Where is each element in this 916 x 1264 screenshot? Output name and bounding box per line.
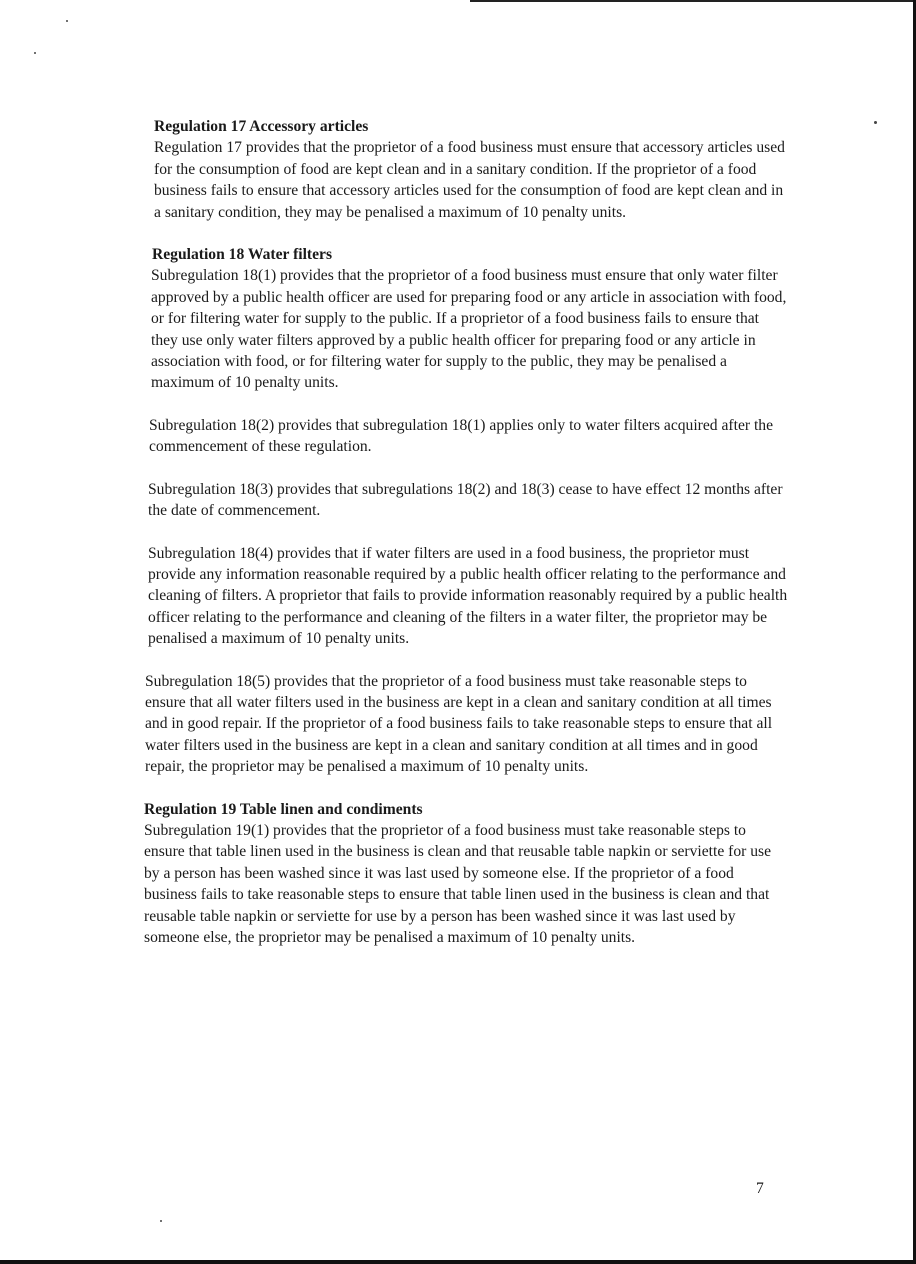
section-regulation-17 [148,116,788,223]
scan-speck [160,1220,162,1222]
scan-edge-bottom [0,1260,916,1264]
paragraph: Subregulation 18(4) provides that if water filters are used in a food business, the proprietor must provide any information reasonable required by a public health officer relating to the performance and cleaning of filters. A proprietor that fails to provide information reasonably required by a public health officer relating to the performance and cleaning of the filters in a water filter, the proprietor may be penalised a maximum of 10 penalty units. [148,544,788,648]
section-heading: Regulation 18 Water filters [152,246,333,264]
paragraph: Subregulation 18(1) provides that the proprietor of a food business must ensure that only water filter approved by a public health officer are used for preparing food or any article in association with food, or for filtering water for supply to the public. If a proprietor of a food business fails to ensure that they use only water filters approved by a public health officer for preparing food or any article in association with food, or for filtering water for supply to the public, they may be penalised a maximum of 10 penalty units. [151,267,787,392]
paragraph: Subregulation 19(1) provides that the proprietor of a food business must take reasonable steps to ensure that table linen used in the business is clean and that reusable table napkin or serviette for use by a person has been washed since it was last used by someone else. If the proprietor of a food business fails to take reasonable steps to ensure that table linen used in the business is clean and that reusable table napkin or serviette for use by a person has been washed since it was last used by someone else, the proprietor may be penalised a maximum of 10 penalty units. [144,821,772,946]
section-regulation-19 [144,799,788,949]
scan-speck [874,121,877,124]
scan-edge-top [470,0,916,2]
paragraph: Subregulation 18(3) provides that subregulations 18(2) and 18(3) cease to have effect 12 months after the date of commencement. [148,480,783,520]
section-heading: Regulation 19 Table linen and condiments [144,800,423,818]
paragraph: Subregulation 18(2) provides that subregulation 18(1) applies only to water filters acquired after the commencement of these regulation. [149,416,774,456]
section-regulation-18 [145,244,788,778]
page-number: 7 [756,1180,764,1197]
paragraph: Regulation 17 provides that the proprietor of a food business must ensure that accessory articles used for the consumption of food are kept clean and in a sanitary condition. If the proprietor of a food business fails to ensure that accessory articles used for the consumption of food are kept clean and in a sanitary condition, they may be penalised a maximum of 10 penalty units. [154,139,785,221]
paragraph: Subregulation 18(5) provides that the proprietor of a food business must take reasonable steps to ensure that all water filters used in the business are kept in a clean and sanitary condition at all times and in good repair. If the proprietor of a food business fails to take reasonable steps to ensure that all water filters used in the business are kept in a clean and sanitary condition at all times and in good repair, the proprietor may be penalised a maximum of 10 penalty units. [145,672,773,776]
document-body [144,116,788,948]
scan-speck [34,52,36,54]
section-heading: Regulation 17 Accessory articles [154,118,369,135]
scan-speck [66,20,68,22]
